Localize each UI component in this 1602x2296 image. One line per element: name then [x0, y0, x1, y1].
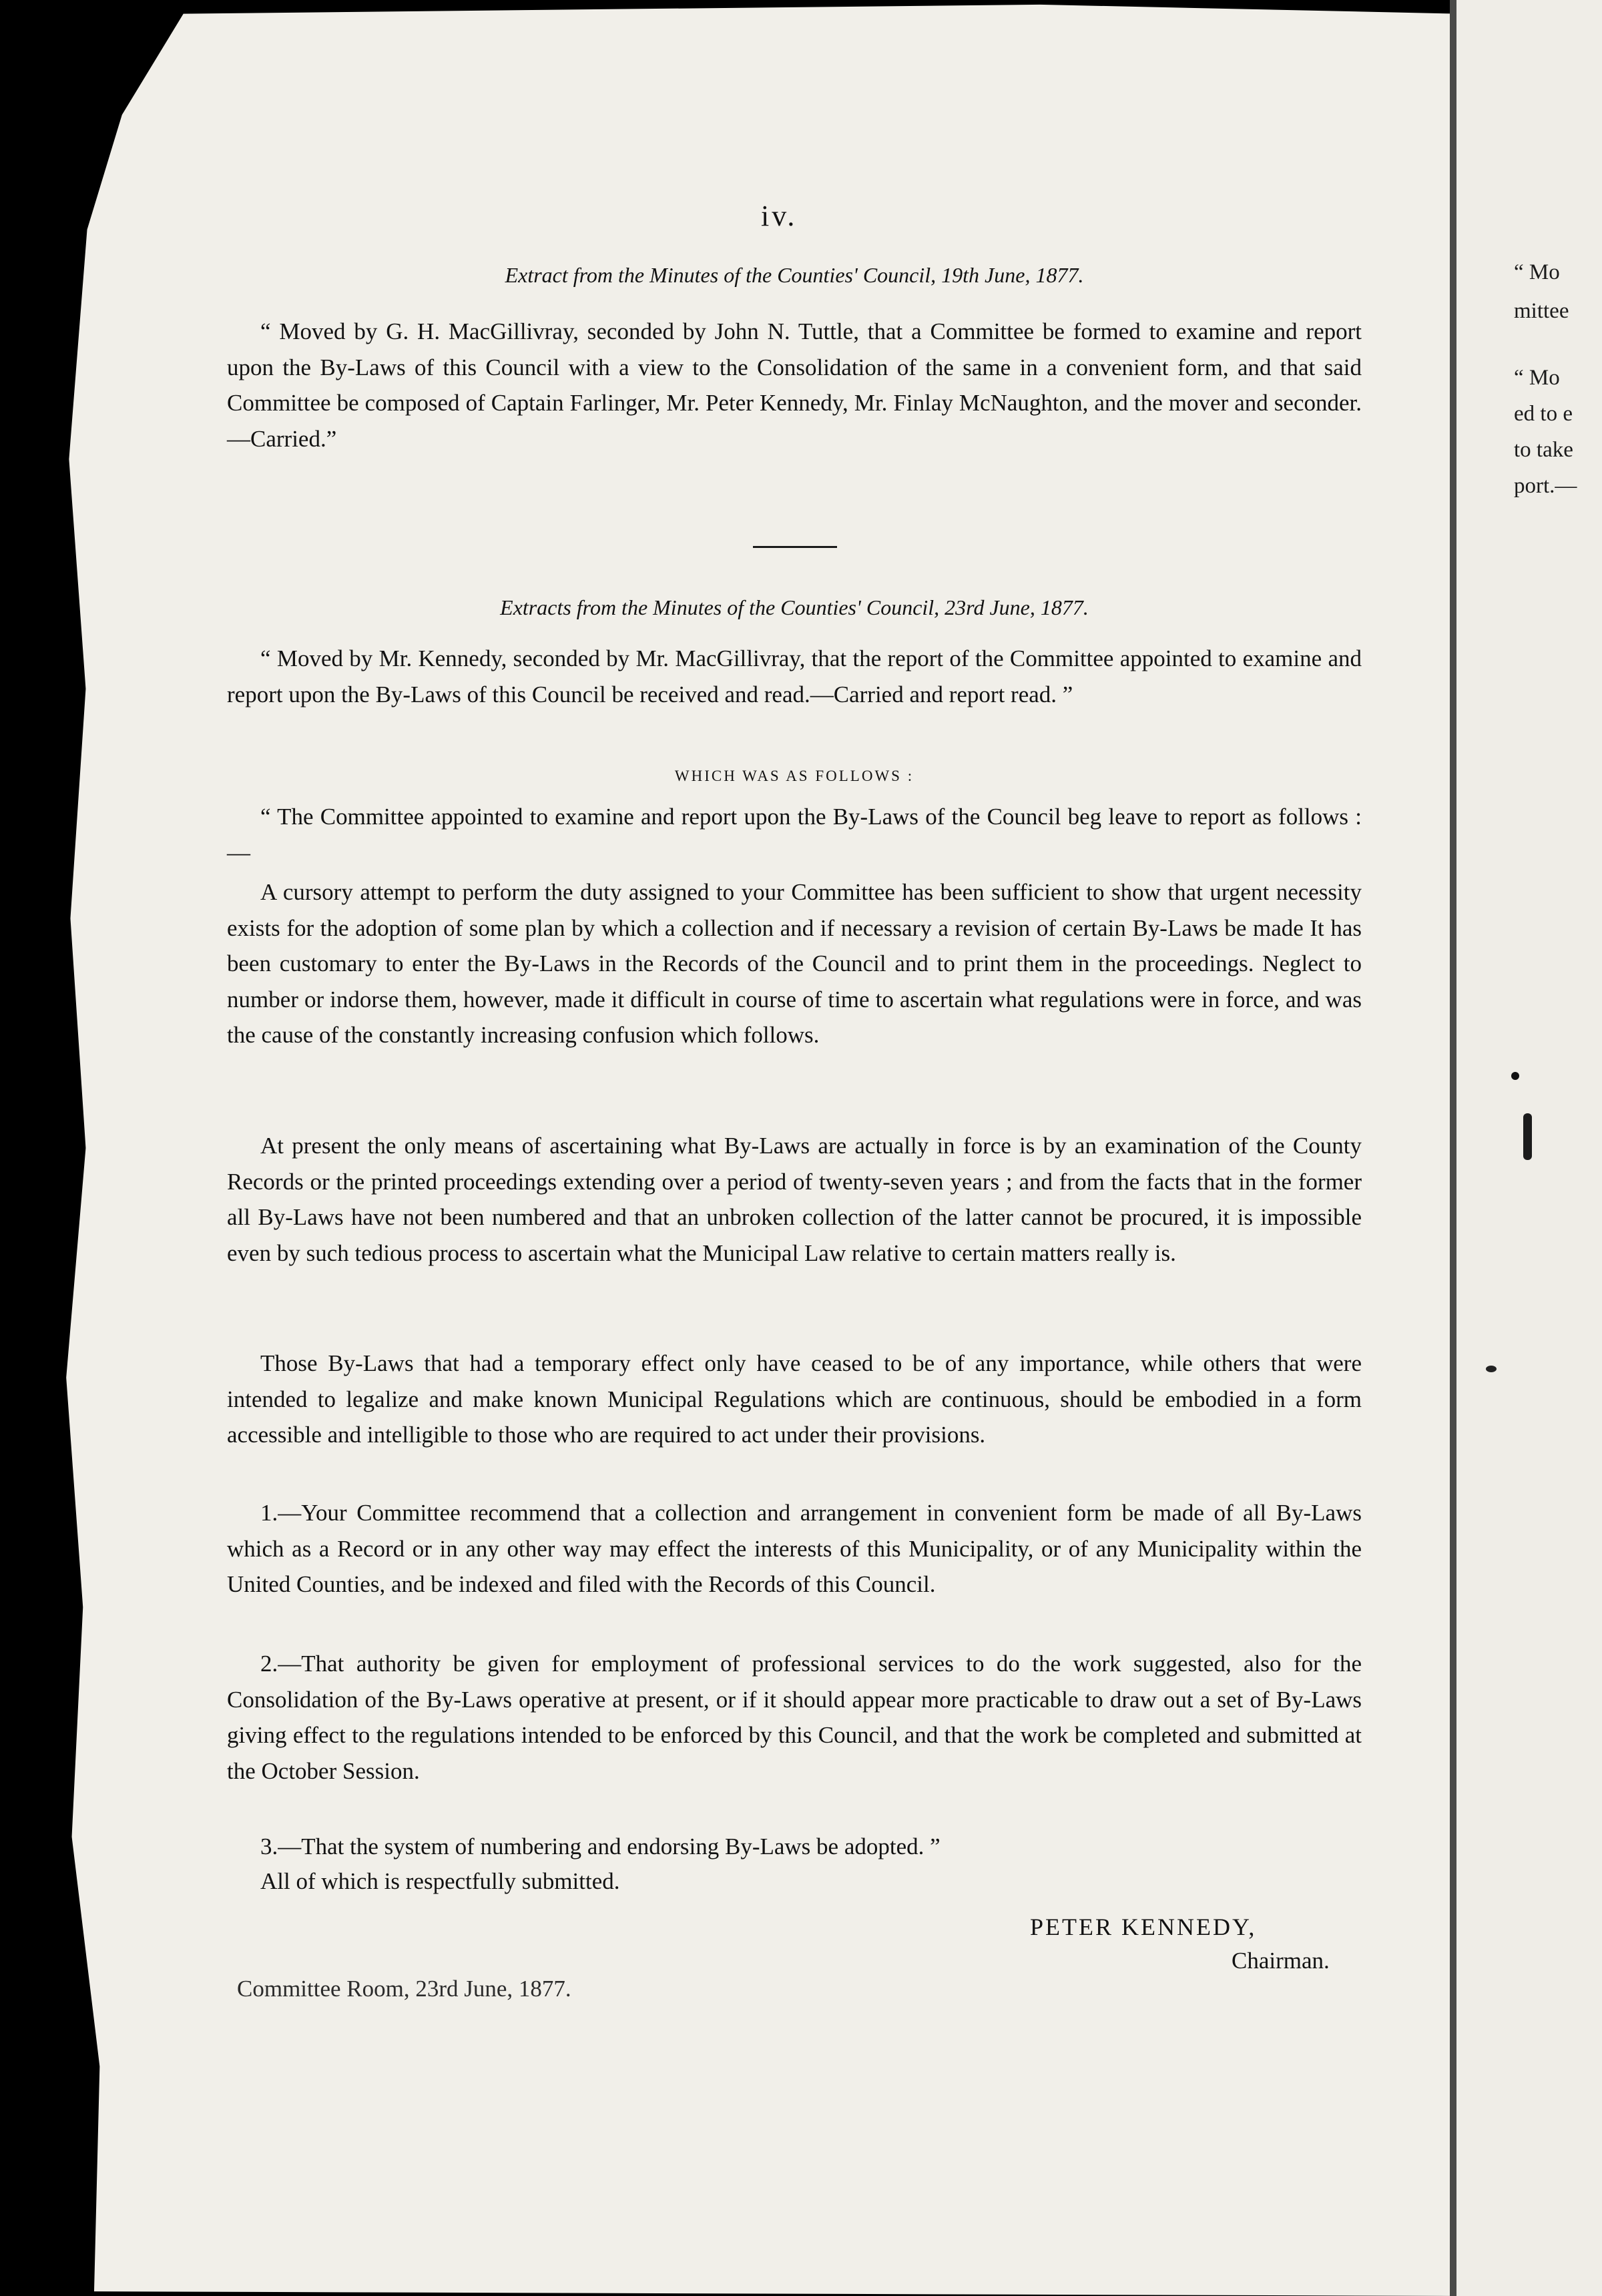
adjacent-page — [1456, 0, 1602, 2296]
recommendation-2: 2.—That authority be given for employment of professional services to do the work suggested, also for the Consolidation of the By-Laws operative at present, or if it should appear more practicable to draw out a set of By-Laws giving effect to the regulations intended to be enforced by this Council, and that the work be completed and submitted at the October Session. — [227, 1651, 1362, 1784]
section-divider — [753, 546, 837, 548]
report-intro: WHICH WAS AS FOLLOWS : — [674, 768, 914, 784]
signature-title: Chairman. — [1232, 1948, 1330, 1974]
closing-line: All of which is respectfully submitted. — [260, 1868, 620, 1894]
adjacent-fragment: “ Mo — [1514, 260, 1560, 284]
adjacent-fragment: mittee — [1514, 299, 1569, 323]
ink-blot — [1511, 1072, 1519, 1080]
report-paragraph: Those By-Laws that had a temporary effect only have ceased to be of any importance, while others that were intended to legalize and make known Municipal Regulations which are continuous, should be embodied in a form accessible and intelligible to those who are required to act under their provisions. — [227, 1350, 1362, 1448]
report-paragraph: A cursory attempt to perform the duty assigned to your Committee has been sufficient to show that urgent necessity exists for the adoption of some plan by which a collection and if necessary a revision of certain By-Laws be made It has been customary to enter the By-Laws in the Records of the Council and to print them in the proceedings. Neglect to number or indorse them, however, made it difficult in course of time to ascertain what regulations were in force, and was the cause of the constantly increasing confusion which follows. — [227, 879, 1362, 1049]
recommendation-1: 1.—Your Committee recommend that a collection and arrangement in convenient form be made of all By-Laws which as a Record or in any other way may effect the interests of this Municipality, or of any Municipality within the United Counties, and be indexed and filed with the Records of this Council. — [227, 1500, 1362, 1598]
ink-blot — [1523, 1113, 1532, 1160]
signature-name: PETER KENNEDY, — [1030, 1914, 1257, 1940]
place-date: Committee Room, 23rd June, 1877. — [237, 1976, 571, 2002]
recommendation-3: 3.—That the system of numbering and endorsing By-Laws be adopted. ” — [260, 1833, 941, 1859]
report-paragraph: At present the only means of ascertaining what By-Laws are actually in force is by an examination of the County Records or the printed proceedings extending over a period of twenty-seven years ; and from the facts that in the former all By-Laws have not been numbered and that an unbroken collection of the latter cannot be procured, it is impossible even by such tedious process to ascertain what the Municipal Law relative to certain matters really is. — [227, 1133, 1362, 1266]
adjacent-fragment: ed to e — [1514, 402, 1573, 426]
extract-heading: Extract from the Minutes of the Counties' Council, 19th June, 1877. — [505, 263, 1084, 287]
motion-paragraph: “ Moved by G. H. MacGillivray, seconded by John N. Tuttle, that a Committee be formed to examine and report upon the By-Laws of this Council with a view to the Consolidation of the same in a convenient form, and that said Committee be composed of Captain Farlinger, Mr. Peter Kennedy, Mr. Finlay McNaughton, and the mover and seconder.—Carried.” — [227, 318, 1362, 452]
page-number: iv. — [761, 200, 798, 232]
adjacent-fragment: “ Mo — [1514, 366, 1560, 390]
binding-fold — [1450, 0, 1456, 2296]
extract-heading: Extracts from the Minutes of the Counties' Council, 23rd June, 1877. — [500, 595, 1089, 619]
report-opening: “ The Committee appointed to examine and report upon the By-Laws of the Council beg leave to report as follows :— — [227, 804, 1362, 866]
adjacent-fragment: to take — [1514, 438, 1573, 462]
motion-paragraph: “ Moved by Mr. Kennedy, seconded by Mr. MacGillivray, that the report of the Committee appointed to examine and report upon the By-Laws of this Council be received and read.—Carried and report read. ” — [227, 645, 1362, 707]
ink-blot — [1486, 1366, 1497, 1372]
adjacent-fragment: port.— — [1514, 474, 1577, 498]
